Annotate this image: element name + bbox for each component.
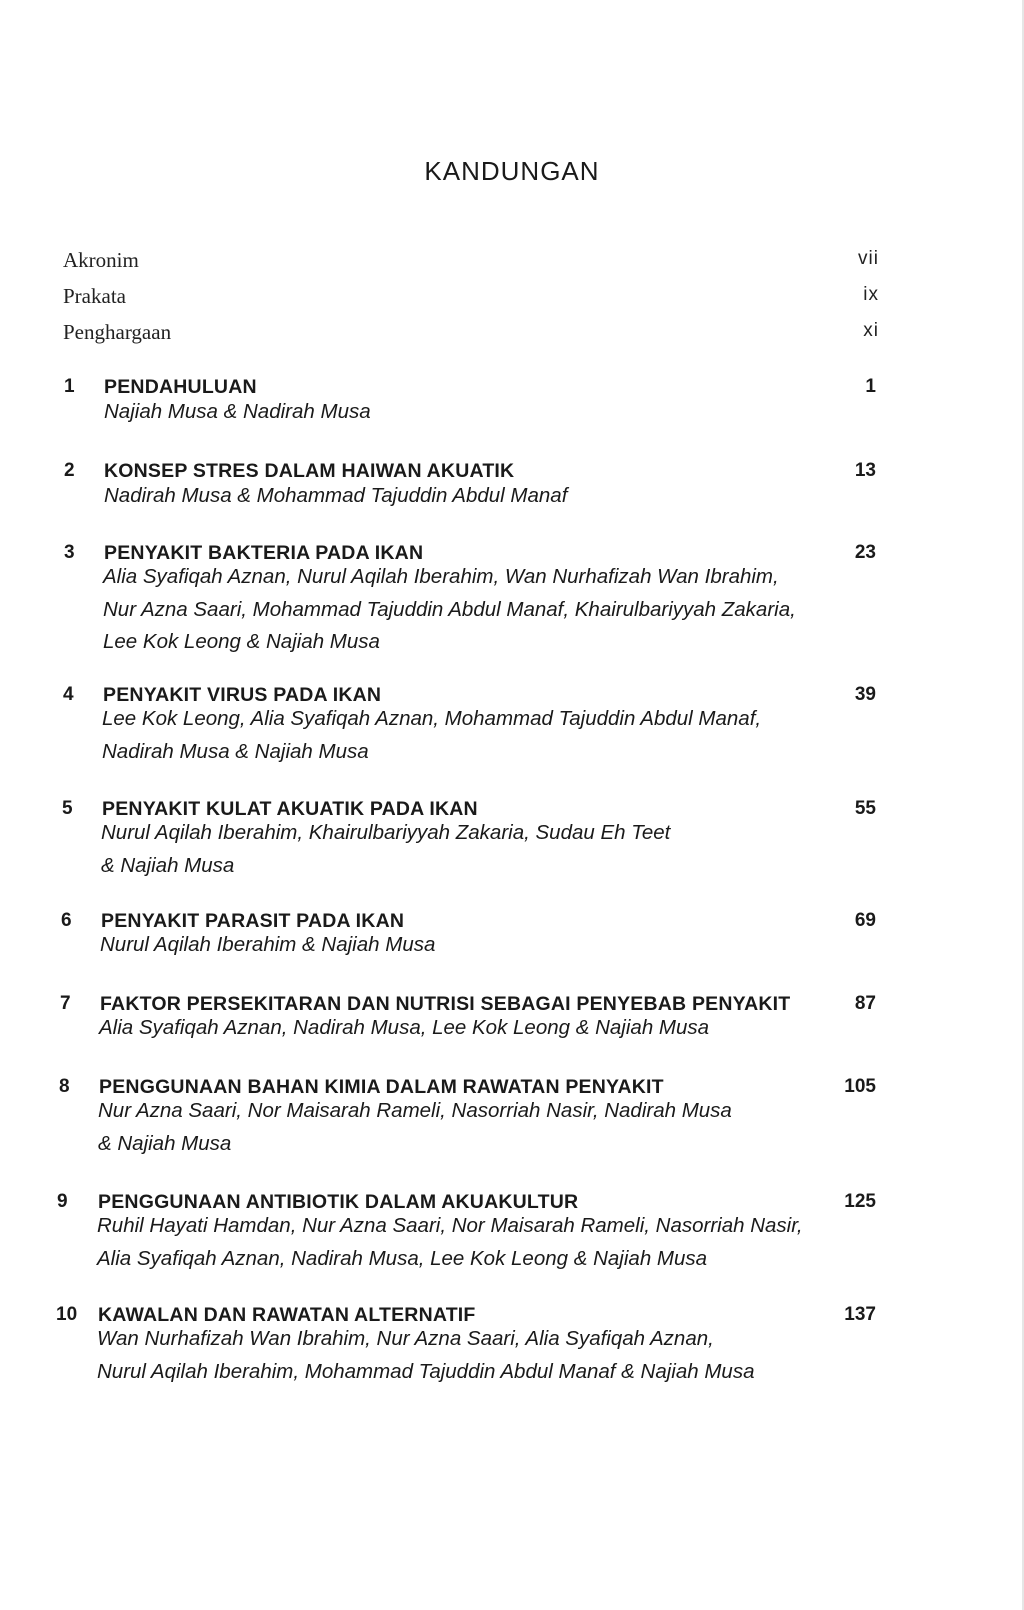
chapter-page: 1 [865,376,876,397]
chapter-authors [97,1210,803,1275]
author-line: Nur Azna Saari, Mohammad Tajuddin Abdul Manaf, Khairulbariyyah Zakaria, [103,597,796,621]
front-item-label: Penghargaan [63,320,172,344]
front-item-label: Akronim [63,248,139,272]
chapter-authors [97,1323,754,1388]
chapter-title: PENDAHULUAN [104,376,257,398]
author-line: Nadirah Musa & Mohammad Tajuddin Abdul Manaf [104,484,568,507]
chapter-number: 7 [60,993,71,1014]
chapter-title: PENYAKIT KULAT AKUATIK PADA IKAN [102,798,478,820]
chapter-authors [99,1012,709,1045]
author-line: Nur Azna Saari, Nor Maisarah Rameli, Nasorriah Nasir, Nadirah Musa [98,1099,732,1122]
chapter-entry-9[interactable] [0,1191,1024,1283]
chapter-entry-8[interactable] [0,1076,1024,1168]
chapter-entry-2[interactable] [0,460,1024,520]
author-line: Nurul Aqilah Iberahim, Khairulbariyyah Zakaria, Sudau Eh Teet [101,821,671,844]
author-line: Alia Syafiqah Aznan, Nurul Aqilah Iberahim, Wan Nurhafizah Wan Ibrahim, [103,565,779,588]
author-line: Nurul Aqilah Iberahim, Mohammad Tajuddin Abdul Manaf & Najiah Musa [97,1359,755,1383]
chapter-authors [104,480,567,513]
chapter-authors [101,817,670,882]
chapter-page: 69 [854,910,876,931]
front-item-prakata[interactable] [63,284,879,310]
author-line: Lee Kok Leong & Najiah Musa [103,630,380,653]
author-line: & Najiah Musa [98,1131,232,1155]
front-item-page: ix [863,284,879,305]
author-line: Najiah Musa & Nadirah Musa [104,400,371,423]
page-title: KANDUNGAN [424,156,600,186]
chapter-title: FAKTOR PERSEKITARAN DAN NUTRISI SEBAGAI PENYEBAB PENYAKIT [100,993,791,1015]
front-item-page: xi [863,320,879,341]
chapter-number: 10 [56,1304,78,1325]
chapter-title: KONSEP STRES DALAM HAIWAN AKUATIK [104,460,515,482]
chapter-entry-3[interactable] [0,542,1024,666]
chapter-authors [100,929,435,962]
author-line: Wan Nurhafizah Wan Ibrahim, Nur Azna Saari, Alia Syafiqah Aznan, [97,1327,714,1350]
chapter-page: 39 [854,684,876,705]
chapter-number: 9 [57,1191,68,1212]
author-line: Nadirah Musa & Najiah Musa [102,739,369,763]
chapter-number: 4 [63,684,74,705]
chapter-title: PENYAKIT BAKTERIA PADA IKAN [104,542,424,564]
chapter-authors [102,703,761,768]
chapter-authors [98,1095,732,1160]
chapter-title: PENGGUNAAN BAHAN KIMIA DALAM RAWATAN PENYAKIT [99,1076,664,1098]
chapter-page: 23 [854,542,876,563]
chapter-title: PENGGUNAAN ANTIBIOTIK DALAM AKUAKULTUR [98,1191,579,1213]
chapter-number: 2 [64,460,75,481]
chapter-entry-1[interactable] [0,376,1024,436]
front-item-page: vii [858,248,879,269]
chapter-title: PENYAKIT VIRUS PADA IKAN [103,684,382,706]
chapter-title: PENYAKIT PARASIT PADA IKAN [101,910,405,932]
chapter-number: 5 [62,798,73,819]
chapter-page: 13 [854,460,876,481]
chapter-number: 3 [64,542,75,563]
author-line: Alia Syafiqah Aznan, Nadirah Musa, Lee Kok Leong & Najiah Musa [99,1016,710,1039]
chapter-authors [104,396,371,429]
front-item-penghargaan[interactable] [63,320,879,346]
chapter-number: 1 [64,376,75,397]
author-line: Alia Syafiqah Aznan, Nadirah Musa, Lee Kok Leong & Najiah Musa [97,1246,708,1270]
chapter-entry-6[interactable] [0,910,1024,970]
chapter-entry-4[interactable] [0,684,1024,776]
chapter-page: 87 [854,993,876,1014]
author-line: Nurul Aqilah Iberahim & Najiah Musa [100,933,436,956]
front-item-label: Prakata [63,284,126,308]
front-item-akronim[interactable] [63,248,879,274]
chapter-entry-5[interactable] [0,798,1024,890]
author-line: Ruhil Hayati Hamdan, Nur Azna Saari, Nor Maisarah Rameli, Nasorriah Nasir, [97,1214,803,1237]
chapter-page: 55 [854,798,876,819]
chapter-number: 6 [61,910,72,931]
chapter-number: 8 [59,1076,70,1097]
chapter-entry-7[interactable] [0,993,1024,1053]
chapter-authors [103,561,796,659]
chapter-page: 105 [844,1076,876,1097]
chapter-page: 137 [844,1304,876,1325]
chapter-entry-10[interactable] [0,1304,1024,1396]
author-line: Lee Kok Leong, Alia Syafiqah Aznan, Mohammad Tajuddin Abdul Manaf, [102,707,762,730]
chapter-title: KAWALAN DAN RAWATAN ALTERNATIF [98,1304,476,1326]
chapter-page: 125 [844,1191,876,1212]
author-line: & Najiah Musa [101,853,235,877]
